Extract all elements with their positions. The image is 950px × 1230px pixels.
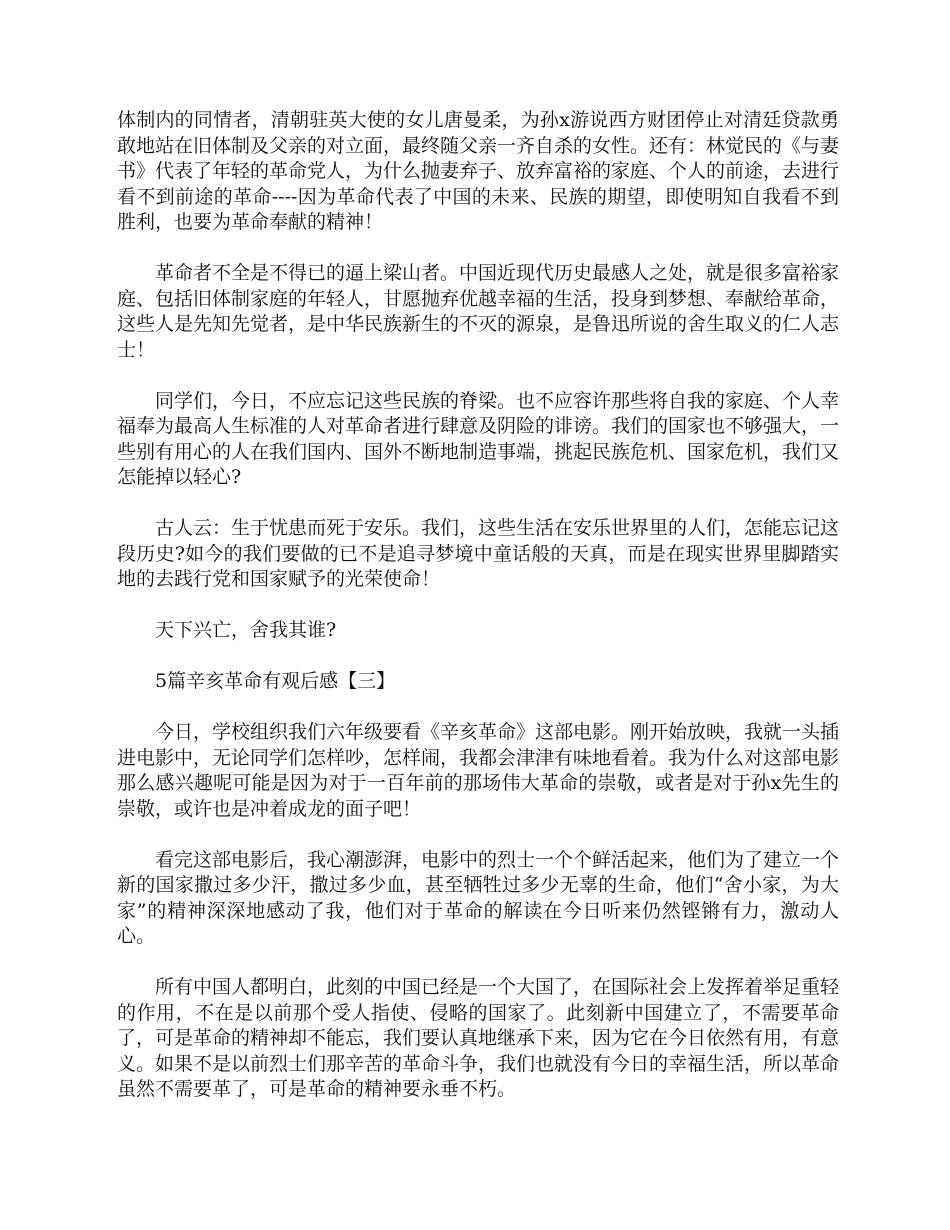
paragraph-5: 天下兴亡，舍我其谁? <box>155 619 337 641</box>
paragraph-9: 所有中国人都明白，此刻的中国已经是一个大国了，在国际社会上发挥着举足重轻的作用，不在是以前那个受人指使、侵略的国家了。此刻新中国建立了，不需要革命了，可是革命的精神却不能忘，我们要认真地继承下来，因为它在今日依然有用，有意义。如果不是以前烈士们那辛苦的革命斗争，我们也就没有今日的幸福生活，所以革命虽然不需要革了，可是革命的精神要永垂不朽。 <box>117 976 840 1100</box>
paragraph-8: 看完这部电影后，我心潮澎湃，电影中的烈士一个个鲜活起来，他们为了建立一个新的国家撒过多少汗，撒过多少血，甚至牺牲过多少无辜的生命，他们“舍小家，为大家”的精神深深地感动了我，他们对于革命的解读在今日听来仍然铿锵有力，激动人心。 <box>117 848 840 947</box>
document-body <box>117 108 839 1128</box>
paragraph-2: 革命者不全是不得已的逼上梁山者。中国近现代历史最感人之处，就是很多富裕家庭、包括旧体制家庭的年轻人，甘愿抛弃优越幸福的生活，投身到梦想、奉献给革命，这些人是先知先觉者，是中华民族新生的不灭的源泉，是鲁迅所说的舍生取义的仁人志士！ <box>117 262 840 361</box>
paragraph-4: 古人云：生于忧患而死于安乐。我们，这些生活在安乐世界里的人们，怎能忘记这段历史?如今的我们要做的已不是追寻梦境中童话般的天真，而是在现实世界里脚踏实地的去践行党和国家赋予的光荣使命！ <box>117 517 840 590</box>
paragraph-1: 体制内的同情者，清朝驻英大使的女儿唐曼柔，为孙x游说西方财团停止对清廷贷款勇敢地站在旧体制及父亲的对立面，最终随父亲一齐自杀的女性。还有：林觉民的《与妻书》代表了年轻的革命党人，为什么抛妻弃子、放弃富裕的家庭、个人的前途，去进行看不到前途的革命----因为革命代表了中国的未来、民族的期望，即使明知自我看不到胜利，也要为革命奉献的精神！ <box>117 109 840 233</box>
section-heading: 5篇辛亥革命有观后感【三】 <box>155 670 396 692</box>
paragraph-7: 今日，学校组织我们六年级要看《辛亥革命》这部电影。刚开始放映，我就一头插进电影中，无论同学们怎样吵，怎样闹，我都会津津有味地看着。我为什么对这部电影那么感兴趣呢可能是因为对于一百年前的那场伟大革命的崇敬，或者是对于孙x先生的崇敬，或许也是冲着成龙的面子吧！ <box>117 721 840 820</box>
paragraph-3: 同学们，今日，不应忘记这些民族的脊梁。也不应容许那些将自我的家庭、个人幸福奉为最高人生标准的人对革命者进行肆意及阴险的诽谤。我们的国家也不够强大，一些别有用心的人在我们国内、国外不断地制造事端，挑起民族危机、国家危机，我们又怎能掉以轻心? <box>117 389 840 488</box>
